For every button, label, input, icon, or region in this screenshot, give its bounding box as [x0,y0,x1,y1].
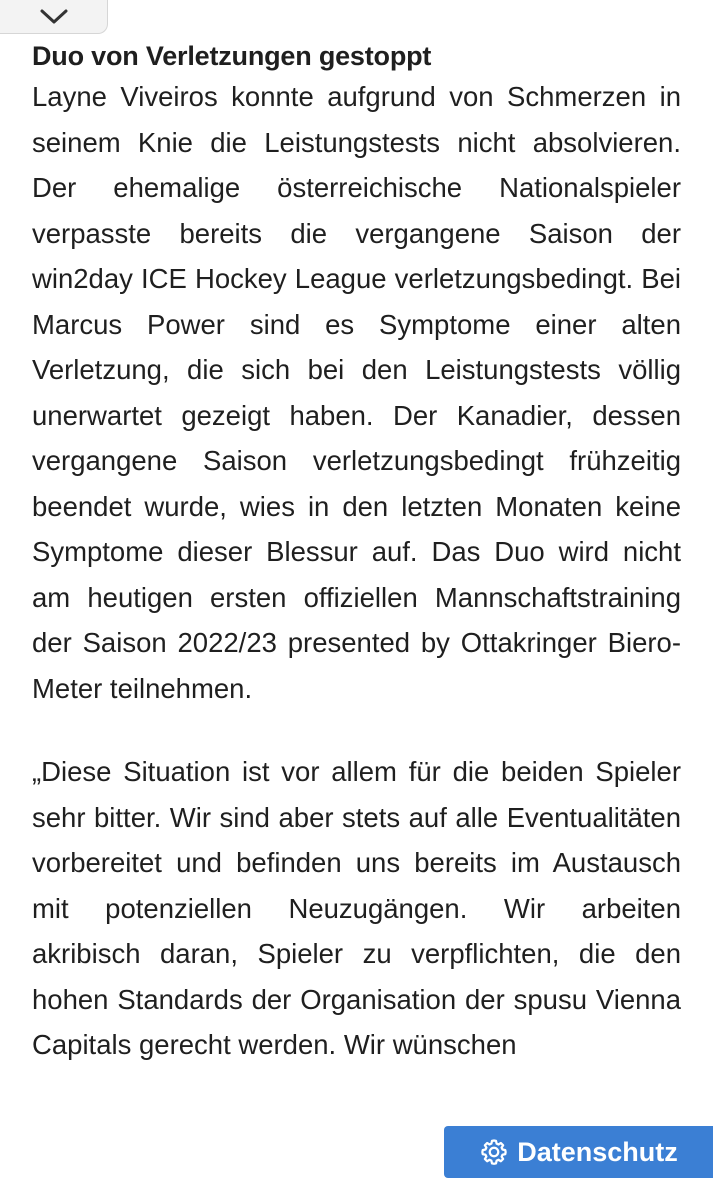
privacy-settings-button[interactable] [444,1126,713,1178]
article-quote-paragraph: „Diese Situation ist vor allem für die beiden Spieler sehr bitter. Wir sind aber stets auf alle Eventualitäten vorbereitet und befinden uns bereits im Austausch mit potenziellen Neuzugängen. Wir arbeiten akribisch daran, Spieler zu verpflichten, die den hohen Standards der Organisation der spusu Vienna Capitals gerecht werden. Wir wünschen [32,756,681,1060]
gear-icon [479,1137,509,1167]
section-heading: Duo von Verletzungen gestoppt [32,41,432,71]
collapse-toggle-button[interactable] [0,0,108,34]
article-paragraph: Layne Viveiros konnte aufgrund von Schmerzen in seinem Knie die Leistungstests nicht absolvieren. Der ehemalige österreichische Nationalspieler verpasste bereits die vergangene Saison der win2day ICE Hockey League verletzungsbedingt. Bei Marcus Power sind es Symptome einer alten Verletzung, die sich bei den Leistungstests völlig unerwartet gezeigt haben. Der Kanadier, dessen vergangene Saison verletzungsbedingt frühzeitig beendet wurde, wies in den letzten Monaten keine Symptome dieser Blessur auf. Das Duo wird nicht am heutigen ersten offiziellen Mannschaftstraining der Saison 2022/23 presented by Ottakringer Biero-Meter teilnehmen. [32,81,681,704]
chevron-down-icon [39,8,69,26]
article-body [32,38,681,1069]
privacy-button-label: Datenschutz [517,1136,678,1167]
